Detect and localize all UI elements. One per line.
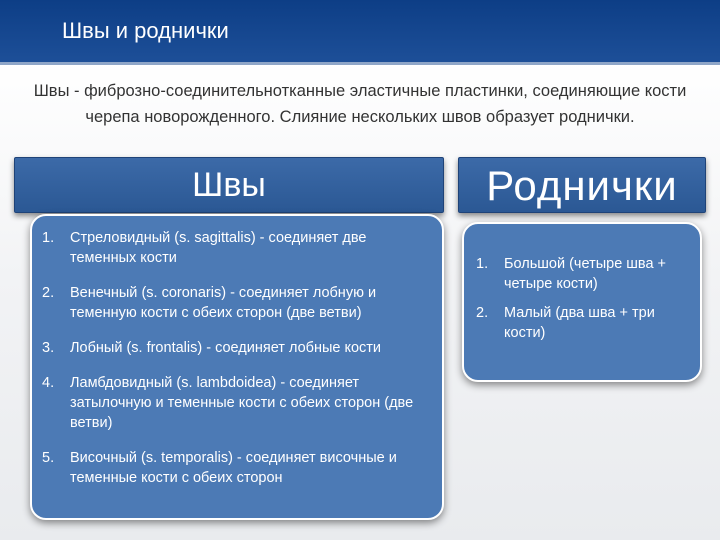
fontanelles-heading: Роднички bbox=[458, 157, 706, 213]
sutures-list bbox=[42, 228, 424, 488]
item-number: 1. bbox=[476, 256, 489, 272]
list-item bbox=[42, 338, 424, 358]
item-number: 4. bbox=[42, 375, 55, 391]
list-item bbox=[476, 254, 686, 294]
item-text: Большой (четыре шва + четыре кости) bbox=[504, 256, 667, 292]
sutures-list-box bbox=[30, 214, 444, 520]
sutures-heading: Швы bbox=[14, 157, 444, 213]
intro-text: Швы - фиброзно-соединительнотканные эластичные пластинки, соединяющие кости черепа новорожденного. Слияние нескольких швов образует роднички. bbox=[33, 82, 687, 126]
item-number: 5. bbox=[42, 450, 55, 466]
list-item bbox=[42, 448, 424, 488]
item-text: Лобный (s. frontalis) - соединяет лобные кости bbox=[70, 340, 382, 356]
item-text: Височный (s. temporalis) - соединяет височные и теменные кости с обеих сторон bbox=[70, 450, 397, 486]
list-item bbox=[476, 303, 686, 343]
list-item bbox=[42, 373, 424, 433]
fontanelles-list bbox=[476, 254, 686, 343]
item-number: 3. bbox=[42, 340, 55, 356]
list-item bbox=[42, 228, 424, 268]
item-number: 2. bbox=[476, 305, 489, 321]
item-text: Малый (два шва + три кости) bbox=[504, 305, 655, 341]
item-text: Стреловидный (s. sagittalis) - соединяет две теменных кости bbox=[70, 230, 367, 266]
slide-title: Швы и роднички bbox=[62, 18, 229, 43]
list-item bbox=[42, 283, 424, 323]
item-text: Венечный (s. coronaris) - соединяет лобную и теменную кости с обеих сторон (две ветви) bbox=[70, 285, 377, 321]
title-bar bbox=[0, 0, 720, 65]
item-number: 2. bbox=[42, 285, 55, 301]
item-number: 1. bbox=[42, 230, 55, 246]
item-text: Ламбдовидный (s. lambdoidea) - соединяет затылочную и теменные кости с обеих сторон (две ветви) bbox=[70, 375, 414, 431]
fontanelles-list-box bbox=[462, 222, 702, 382]
